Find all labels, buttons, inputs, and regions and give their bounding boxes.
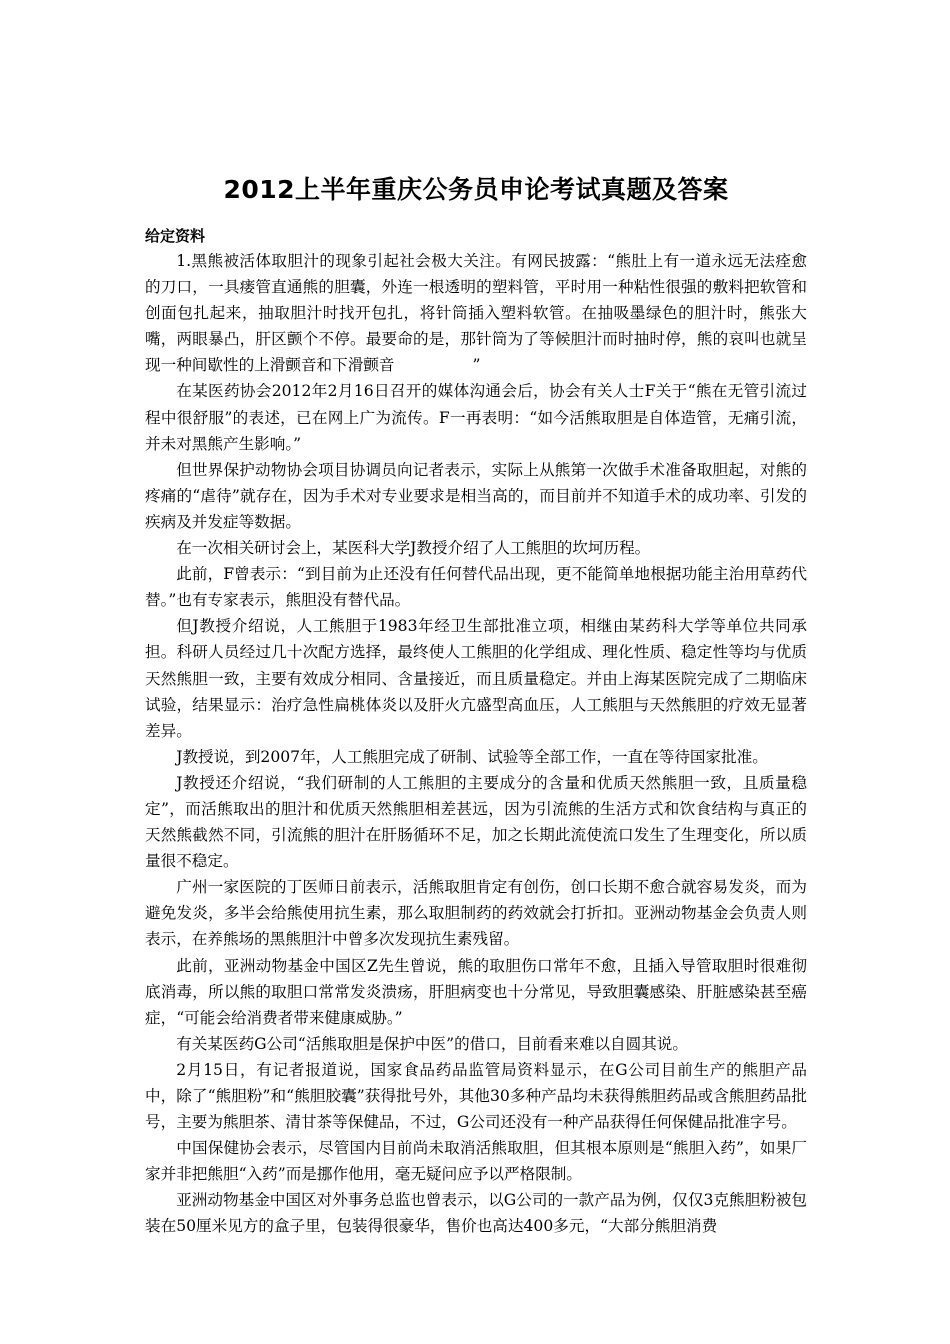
document-title: 2012上半年重庆公务员申论考试真题及答案 [223,175,729,204]
paragraph-10: 此前，亚洲动物基金中国区Z先生曾说，熊的取胆伤口常年不愈，且插入导管取胆时很难彻底消毒，所以熊的取胆口常常发炎溃疡，肝胆病变也十分常见，导致胆囊感染、肝脏感染甚至癌症，“可能会给消费者带来健康威胁。” [145,956,807,1027]
paragraph-7: J教授说，到2007年，人工熊胆完成了研制、试验等全部工作，一直在等待国家批准。 [176,747,768,766]
paragraph-13: 中国保健协会表示，尽管国内目前尚未取消活熊取胆，但其根本原则是“熊胆入药”，如果厂家并非把熊胆“入药”而是挪作他用，毫无疑问应予以严格限制。 [145,1139,807,1184]
paragraph-12: 2月15日，有记者报道说，国家食品药品监管局资料显示，在G公司目前生产的熊胆产品中，除了“熊胆粉”和“熊胆胶囊”获得批号外，其他30多种产品均未获得熊胆药品或含熊胆药品批号，主要为熊胆茶、清甘茶等保健品，不过，G公司还没有一种产品获得任何保健品批准字号。 [145,1060,807,1132]
paragraph-11: 有关某医药G公司“活熊取胆是保护中医”的借口，目前看来难以自圆其说。 [176,1034,688,1053]
paragraph-6: 但J教授介绍说，人工熊胆于1983年经卫生部批准立项，相继由某药科大学等单位共同承担。科研人员经过几十次配方选择，最终使人工熊胆的化学组成、理化性质、稳定性等均与优质天然熊胆一致，主要有效成分相同、含量接近，而且质量稳定。并由上海某医院完成了二期临床试验，结果显示：治疗急性扁桃体炎以及肝火亢盛型高血压，人工熊胆与天然熊胆的疗效无显著差异。 [145,617,807,740]
paragraph-14: 亚洲动物基金中国区对外事务总监也曾表示，以G公司的一款产品为例，仅仅3克熊胆粉被包装在50厘米见方的盒子里，包装得很豪华，售价也高达400多元，“大部分熊胆消费 [145,1191,807,1236]
paragraph-2: 在某医药协会2012年2月16日召开的媒体沟通会后，协会有关人士F关于“熊在无管引流过程中很舒服”的表述，已在网上广为流传。F一再表明：“如今活熊取胆是自体造管，无痛引流，并未对黑熊产生影响。” [145,382,807,453]
paragraph-3: 但世界保护动物协会项目协调员向记者表示，实际上从熊第一次做手术准备取胆起，对熊的疼痛的“虐待”就存在，因为手术对专业要求是相当高的，而目前并不知道手术的成功率、引发的疾病及并发症等数据。 [145,460,807,531]
paragraph-9: 广州一家医院的丁医师日前表示，活熊取胆肯定有创伤，创口长期不愈合就容易发炎，而为避免发炎，多半会给熊使用抗生素，那么取胆制药的药效就会打折扣。亚洲动物基金会负责人则表示，在养熊场的黑熊胆汁中曾多次发现抗生素残留。 [145,878,807,949]
paragraph-8: J教授还介绍说，“我们研制的人工熊胆的主要成分的含量和优质天然熊胆一致，且质量稳定”，而活熊取出的胆汁和优质天然熊胆相差甚远，因为引流熊的生活方式和饮食结构与真正的天然熊截然不同，引流熊的胆汁在肝肠循环不足，加之长期此流使流口发生了生理变化，所以质量很不稳定。 [145,773,807,871]
paragraph-4: 在一次相关研讨会上，某医科大学J教授介绍了人工熊胆的坎坷历程。 [176,539,651,558]
paragraph-5: 此前，F曾表示：“到目前为止还没有任何替代品出现，更不能简单地根据功能主治用草药代替。”也有专家表示，熊胆没有替代品。 [145,565,807,610]
paragraph-1: 1.黑熊被活体取胆汁的现象引起社会极大关注。有网民披露：“熊肚上有一道永远无法痊愈的刀口，一具瘘管直通熊的胆囊，外连一根透明的塑料管，平时用一种粘性很强的敷料把软管和创面包扎起来，抽取胆汁时找开包扎，将针筒插入塑料软管。在抽吸墨绿色的胆汁时，熊张大嘴，两眼暴凸，肝区颤个不停。最要命的是，那针筒为了等候胆汁而时抽时停，熊的哀叫也就呈现一种间歇性的上滑颤音和下滑颤音 ” [145,252,807,375]
document-page [145,172,807,1240]
section-heading: 给定资料 [145,227,206,245]
